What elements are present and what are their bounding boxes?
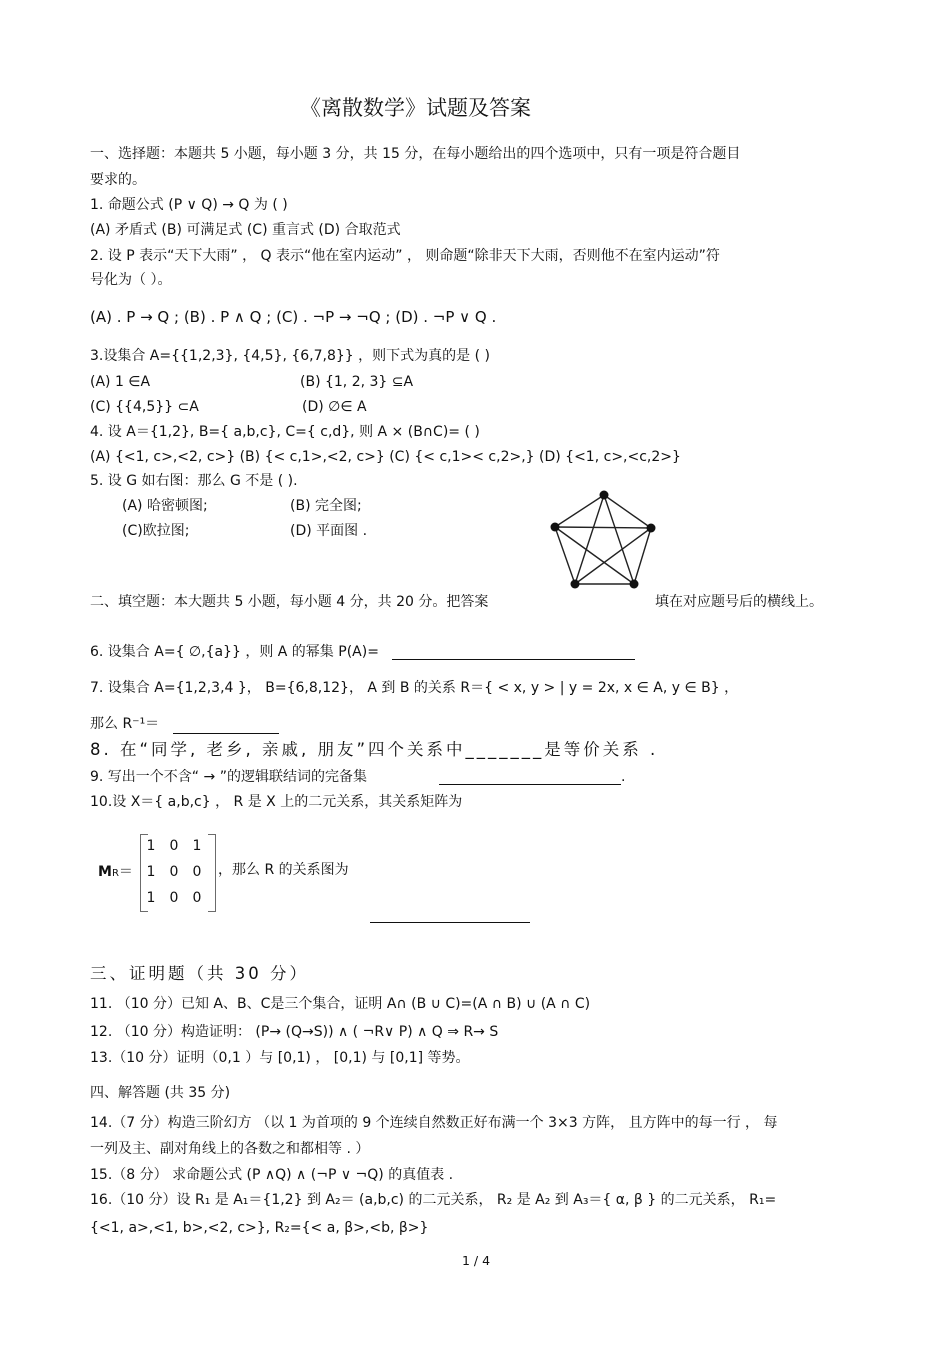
q12-stem: 12. （10 分）构造证明： (P→ (Q→S)) ∧ ( ¬R∨ P) ∧ Q ⇒ R→ S xyxy=(90,1024,499,1040)
q11-stem: 11. （10 分）已知 A、B、C是三个集合，证明 A∩ (B ∪ C)=(A ∩ B) ∪ (A ∩ C) xyxy=(90,996,591,1012)
q6-stem: 6. 设集合 A={ ∅,{a}} ，则 A 的幂集 P(A)= xyxy=(90,644,379,660)
q10-answer-blank xyxy=(370,922,530,923)
matrix-cell: 1 xyxy=(146,838,156,854)
q3-option-b: (B) {1, 2, 3} ⊆A xyxy=(300,374,414,390)
page-number: 1 / 4 xyxy=(462,1253,491,1268)
q14-stem-line2: 一列及主、副对角线上的各数之和都相等 . ） xyxy=(90,1141,370,1157)
section2-heading-right: 填在对应题号后的横线上。 xyxy=(655,594,823,610)
page-title: 《离散数学》试题及答案 xyxy=(300,96,531,120)
graph-edges xyxy=(555,495,651,584)
q5-option-c: (C)欧拉图; xyxy=(122,523,190,539)
matrix-cell: 0 xyxy=(169,838,179,854)
q16-stem-line2: {<1, a>,<1, b>,<2, c>}, R₂={< a, β>,<b, β>} xyxy=(90,1220,429,1236)
pentagram-graph xyxy=(540,485,670,595)
q9-stem: 9. 写出一个不含“ → ”的逻辑联结词的完备集 xyxy=(90,769,367,785)
q8-stem: 8. 在“同学, 老乡, 亲戚, 朋友”四个关系中_______是等价关系 . xyxy=(90,740,659,759)
matrix-cell: 1 xyxy=(146,864,156,880)
q7-stem: 7. 设集合 A={1,2,3,4 }， B={6,8,12}， A 到 B 的关系 R＝{ < x, y > | y = 2x, x ∈ A, y ∈ B} ， xyxy=(90,680,739,696)
q3-option-a: (A) 1 ∈A xyxy=(90,374,151,390)
q10-stem: 10.设 X＝{ a,b,c} ， R 是 X 上的二元关系，其关系矩阵为 xyxy=(90,794,463,810)
matrix-label: MR＝ xyxy=(98,864,133,880)
q15-stem: 15.（8 分） 求命题公式 (P ∧Q) ∧ (¬P ∨ ¬Q) 的真值表 . xyxy=(90,1167,454,1183)
q9-period: . xyxy=(621,769,626,785)
q3-option-c: (C) {{4,5}} ⊂A xyxy=(90,399,199,415)
q7-inverse-label: 那么 R⁻¹＝ xyxy=(90,716,160,732)
q6-answer-blank xyxy=(392,659,635,660)
q2-options: (A) . P → Q ; (B) . P ∧ Q ; (C) . ¬P → ¬Q ; (D) . ¬P ∨ Q . xyxy=(90,308,497,326)
section2-heading-left: 二、填空题：本大题共 5 小题，每小题 4 分，共 20 分。把答案 xyxy=(90,594,489,610)
q1-stem: 1. 命题公式 (P ∨ Q) → Q 为 ( ) xyxy=(90,197,288,213)
section3-heading: 三、证明题（共 30 分） xyxy=(90,964,309,983)
q14-stem-line1: 14.（7 分）构造三阶幻方 （以 1 为首项的 9 个连续自然数正好布满一个 3×3 方阵， 且方阵中的每一行 ， 每 xyxy=(90,1115,778,1131)
matrix-cell: 0 xyxy=(169,890,179,906)
q5-stem: 5. 设 G 如右图：那么 G 不是 ( ). xyxy=(90,473,298,489)
q2-stem-line2: 号化为（ ）。 xyxy=(90,272,172,288)
matrix-cell: 0 xyxy=(192,890,202,906)
section1-heading-line2: 要求的。 xyxy=(90,172,146,188)
q16-stem-line1: 16.（10 分）设 R₁ 是 A₁＝{1,2} 到 A₂＝ (a,b,c) 的二元关系， R₂ 是 A₂ 到 A₃＝{ α, β } 的二元关系， R₁= xyxy=(90,1192,777,1208)
relation-matrix xyxy=(140,832,216,914)
matrix-cell: 0 xyxy=(192,864,202,880)
q1-options: (A) 矛盾式 (B) 可满足式 (C) 重言式 (D) 合取范式 xyxy=(90,222,401,238)
matrix-cell: 0 xyxy=(169,864,179,880)
q9-answer-blank xyxy=(439,784,621,785)
q3-stem: 3.设集合 A={{1,2,3}, {4,5}, {6,7,8}} ，则下式为真的是 ( ) xyxy=(90,348,490,364)
q5-option-b: (B) 完全图; xyxy=(290,498,362,514)
matrix-cell: 1 xyxy=(146,890,156,906)
matrix-right-bracket xyxy=(208,834,216,912)
q5-option-d: (D) 平面图 . xyxy=(290,523,368,539)
q13-stem: 13.（10 分）证明（0,1 ）与 [0,1) ， [0,1) 与 [0,1] 等势。 xyxy=(90,1050,470,1066)
q2-stem-line1: 2. 设 P 表示“天下大雨” ， Q 表示“他在室内运动” ， 则命题“除非天下大雨，否则他不在室内运动”符 xyxy=(90,248,720,264)
section4-heading: 四、解答题 (共 35 分) xyxy=(90,1085,231,1101)
q10-after-matrix: ，那么 R 的关系图为 xyxy=(218,862,349,878)
graph-vertices xyxy=(551,491,656,589)
matrix-cell: 1 xyxy=(192,838,202,854)
q5-option-a: (A) 哈密顿图; xyxy=(122,498,208,514)
q3-option-d: (D) ∅∈ A xyxy=(302,399,367,415)
section1-heading-line1: 一、选择题：本题共 5 小题，每小题 3 分，共 15 分，在每小题给出的四个选项中，只有一项是符合题目 xyxy=(90,146,741,162)
q4-options: (A) {<1, c>,<2, c>} (B) {< c,1>,<2, c>} (C) {< c,1>< c,2>,} (D) {<1, c>,<c,2>} xyxy=(90,449,681,465)
q4-stem: 4. 设 A＝{1,2}, B={ a,b,c}, C={ c,d}, 则 A × (B∩C)= ( ) xyxy=(90,424,480,440)
q7-answer-blank xyxy=(173,733,279,734)
